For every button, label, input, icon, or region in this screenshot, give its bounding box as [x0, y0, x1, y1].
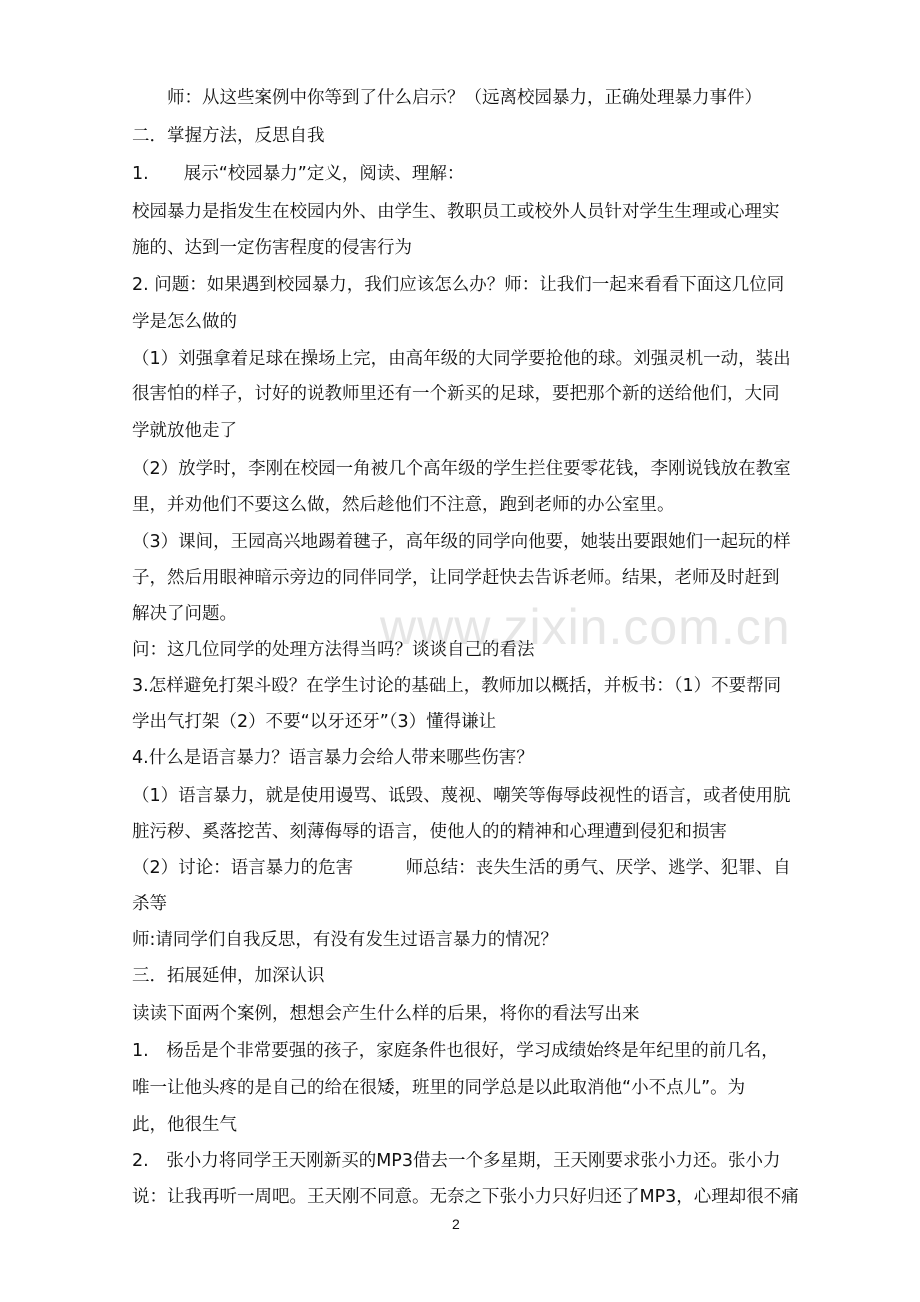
- text-line: （2）放学时，李刚在校园一角被几个高年级的学生拦住要零花钱，李刚说钱放在教室: [132, 459, 791, 479]
- text-line: 读读下面两个案例，想想会产生什么样的后果，将你的看法写出来: [132, 1004, 640, 1024]
- text-line: 师：从这些案例中你等到了什么启示？（远离校园暴力，正确处理暴力事件）: [132, 88, 762, 108]
- text-line: 子，然后用眼神暗示旁边的同伴同学，让同学赶快去告诉老师。结果，老师及时赶到: [132, 568, 780, 588]
- text-line: 4.什么是语言暴力？语言暴力会给人带来哪些伤害？: [132, 748, 534, 768]
- text-line: 问：这几位同学的处理方法得当吗？谈谈自己的看法: [132, 640, 535, 660]
- text-line: 脏污秽、奚落挖苦、刻薄侮辱的语言，使他人的的精神和心理遭到侵犯和损害: [132, 822, 727, 842]
- text-line: 学就放他走了: [132, 421, 237, 441]
- text-line: 3.怎样避免打架斗殴？在学生讨论的基础上，教师加以概括，并板书：（1）不要帮同: [132, 676, 782, 696]
- page-number: 2: [452, 1216, 460, 1232]
- text-line: 学出气打架（2）不要“以牙还牙”（3）懂得谦让: [132, 712, 497, 732]
- text-line: 说：让我再听一周吧。王天刚不同意。无奈之下张小力只好归还了MP3，心理却很不痛: [132, 1187, 799, 1207]
- text-line: 唯一让他头疼的是自己的给在很矮，班里的同学总是以此取消他“小不点儿”。为: [132, 1078, 746, 1098]
- text-line: 此，他很生气: [132, 1115, 237, 1135]
- text-line: 1. 杨岳是个非常要强的孩子，家庭条件也很好，学习成绩始终是年纪里的前几名，: [132, 1041, 779, 1061]
- text-line: 二．掌握方法，反思自我: [132, 126, 325, 146]
- text-line: 杀等: [132, 894, 167, 914]
- text-line: 三．拓展延伸，加深认识: [132, 966, 325, 986]
- text-line: 很害怕的样子，讨好的说教师里还有一个新买的足球，要把那个新的送给他们，大同: [132, 384, 780, 404]
- text-line: 解决了问题。: [132, 604, 237, 624]
- watermark: www.zixin.com.cn: [380, 599, 791, 655]
- text-line: 师:请同学们自我反思，有没有发生过语言暴力的情况？: [132, 930, 558, 950]
- text-line: 1. 展示“校园暴力”定义，阅读、理解：: [132, 164, 465, 184]
- text-line: 学是怎么做的: [132, 312, 237, 332]
- text-line: （2）讨论：语言暴力的危害 师总结：丧失生活的勇气、厌学、逃学、犯罪、自: [132, 858, 791, 878]
- text-line: 里，并劝他们不要这么做，然后趁他们不注意，跑到老师的办公室里。: [132, 495, 675, 515]
- text-line: 校园暴力是指发生在校园内外、由学生、教职员工或校外人员针对学生生理或心理实: [132, 202, 780, 222]
- text-line: （1）语言暴力，就是使用谩骂、诋毁、蔑视、嘲笑等侮辱歧视性的语言，或者使用肮: [132, 786, 791, 806]
- text-line: 2. 张小力将同学王天刚新买的MP3借去一个多星期，王天刚要求张小力还。张小力: [132, 1151, 781, 1171]
- text-line: （1）刘强拿着足球在操场上完，由高年级的大同学要抢他的球。刘强灵机一动，装出: [132, 349, 791, 369]
- text-line: （3）课间，王园高兴地踢着毽子，高年级的同学向他要，她装出要跟她们一起玩的样: [132, 532, 791, 552]
- text-line: 2. 问题：如果遇到校园暴力，我们应该怎么办？师：让我们一起来看看下面这几位同: [132, 275, 785, 295]
- text-line: 施的、达到一定伤害程度的侵害行为: [132, 238, 412, 258]
